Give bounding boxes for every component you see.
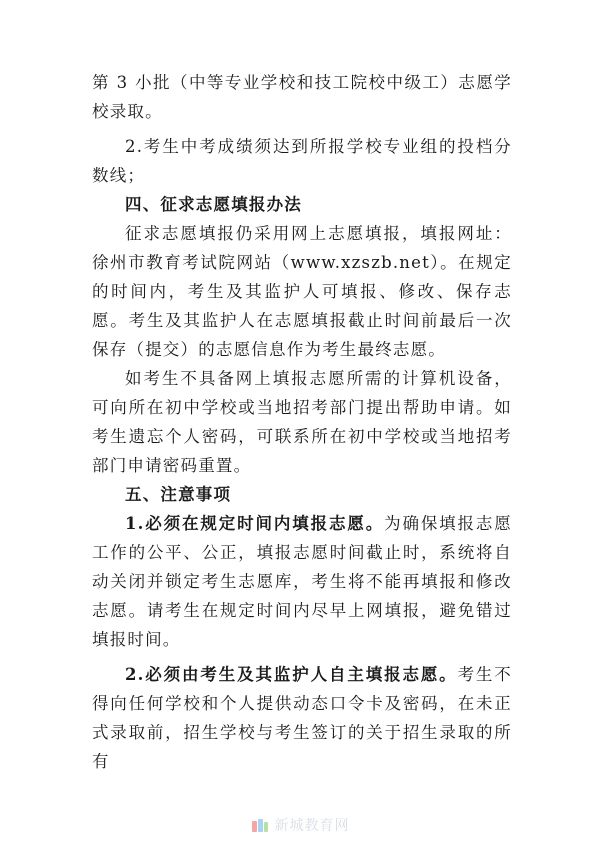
list-item bbox=[92, 509, 512, 654]
book-logo-icon bbox=[251, 818, 269, 834]
item-lead: 1.必须在规定时间内填报志愿。 bbox=[125, 514, 385, 533]
paragraph: 第 3 小批（中等专业学校和技工院校中级工）志愿学校录取。 bbox=[92, 73, 512, 121]
section-heading: 五、注意事项 bbox=[125, 485, 232, 504]
item-lead: 2.必须由考生及其监护人自主填报志愿。 bbox=[125, 665, 458, 684]
item-text: 考生不得向任何学校和个人提供动态口令卡及密码，在未正式录取前，招生学校与考生签订的关于招生录取的所有 bbox=[92, 665, 512, 771]
paragraph: 征求志愿填报仍采用网上志愿填报，填报网址：徐州市教育考试院网站（www.xzszb.net）。在规定的时间内，考生及其监护人可填报、修改、保存志愿。考生及其监护人在志愿填报截止时间前最后一次保存（提交）的志愿信息作为考生最终志愿。 bbox=[92, 224, 512, 359]
watermark-text: 新城教育网 bbox=[274, 818, 350, 834]
watermark bbox=[0, 815, 600, 835]
item-text: 为确保填报志愿工作的公平、公正，填报志愿时间截止时，系统将自动关闭并锁定考生志愿库，考生将不能再填报和修改志愿。请考生在规定时间内尽早上网填报，避免错过填报时间。 bbox=[92, 514, 512, 649]
list-item bbox=[92, 660, 512, 776]
document-body bbox=[92, 68, 512, 776]
paragraph: 2.考生中考成绩须达到所报学校专业组的投档分数线； bbox=[92, 137, 512, 185]
section-heading: 四、征求志愿填报办法 bbox=[125, 195, 302, 214]
paragraph: 如考生不具备网上填报志愿所需的计算机设备，可向所在初中学校或当地招考部门提出帮助申请。如考生遗忘个人密码，可联系所在初中学校或当地招考部门申请密码重置。 bbox=[92, 369, 512, 475]
